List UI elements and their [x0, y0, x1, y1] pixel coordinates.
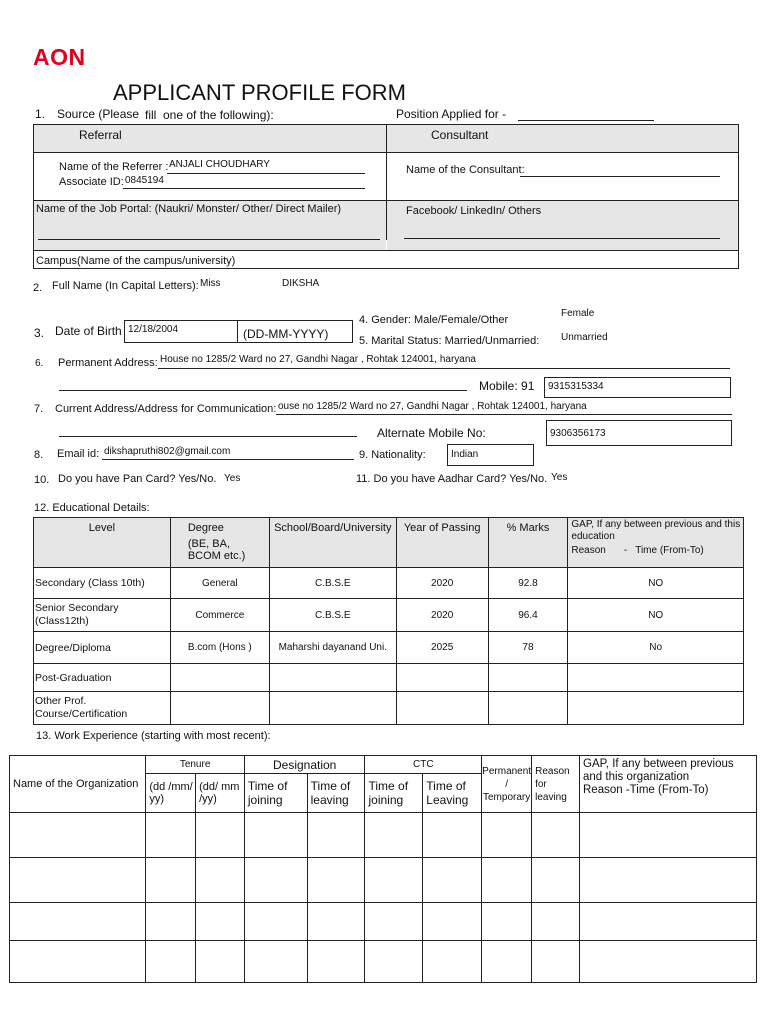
level-cell: Other Prof. Course/Certification: [34, 692, 171, 725]
job-portal-line[interactable]: [38, 239, 380, 240]
year-header: Year of Passing: [396, 518, 488, 568]
cell[interactable]: [146, 858, 196, 903]
cell[interactable]: [10, 941, 146, 983]
source-label-c: one of the following):: [163, 108, 274, 122]
job-portal-label: Name of the Job Portal: (Naukri/ Monster/ Other/ Direct Mailer): [36, 203, 342, 215]
cell[interactable]: [580, 813, 757, 858]
cell[interactable]: [423, 858, 482, 903]
current-address-number: 7.: [34, 403, 44, 415]
source-label-a: Source (Please: [57, 107, 140, 121]
cell[interactable]: [196, 858, 245, 903]
marks-cell[interactable]: 78: [488, 632, 568, 664]
cell[interactable]: [482, 941, 532, 983]
cell[interactable]: [10, 903, 146, 941]
cell[interactable]: [580, 903, 757, 941]
cell[interactable]: [307, 903, 365, 941]
cell[interactable]: [482, 858, 532, 903]
cell[interactable]: [423, 903, 482, 941]
cell[interactable]: [146, 941, 196, 983]
cell[interactable]: [365, 813, 423, 858]
mobile-label: Mobile: 91: [479, 379, 535, 393]
gap-cell[interactable]: [568, 692, 744, 725]
cell[interactable]: [307, 858, 365, 903]
table-row: [34, 692, 744, 725]
position-label: Position Applied for -: [396, 107, 507, 121]
full-name-number: 2.: [33, 282, 43, 294]
education-table: [33, 517, 744, 725]
gap-cell[interactable]: NO: [568, 599, 744, 632]
cell[interactable]: [10, 858, 146, 903]
cell[interactable]: [365, 941, 423, 983]
email-value: dikshapruthi802@gmail.com: [104, 446, 231, 457]
reason-header: Reason for leaving: [532, 756, 580, 813]
school-cell[interactable]: C.B.S.E: [269, 599, 396, 632]
desig-leave-header: Time of leaving: [307, 774, 365, 813]
education-heading: 12. Educational Details:: [34, 502, 150, 514]
full-name-label: Full Name (In Capital Letters):: [52, 280, 199, 292]
alt-mobile-input[interactable]: 9306356173: [546, 420, 732, 446]
degree-cell[interactable]: Commerce: [170, 599, 269, 632]
work-gap-header: [580, 756, 757, 813]
social-line[interactable]: [404, 238, 720, 239]
work-gap-reason: Reason -Time (From-To): [583, 784, 709, 796]
cell[interactable]: [244, 858, 307, 903]
gap-cell[interactable]: No: [568, 632, 744, 664]
perm-header: Permanent / Temporary: [482, 756, 532, 813]
cell[interactable]: [146, 813, 196, 858]
source-number: 1.: [35, 107, 46, 121]
gap-header-text: GAP, If any between previous and this education: [571, 519, 741, 542]
school-header: School/Board/University: [269, 518, 396, 568]
degree-cell[interactable]: General: [170, 568, 269, 599]
school-cell[interactable]: Maharshi dayanand Uni.: [269, 632, 396, 664]
degree-header-label: Degree: [187, 522, 224, 534]
marks-cell[interactable]: 92.8: [488, 568, 568, 599]
tenure-from-header: (dd /mm/ yy): [146, 774, 196, 813]
ctc-header: CTC: [365, 756, 482, 774]
cell[interactable]: [482, 903, 532, 941]
table-row: [10, 941, 757, 983]
position-input-line[interactable]: [518, 120, 654, 121]
permanent-address-label: Permanent Address:: [58, 357, 158, 369]
degree-cell[interactable]: [170, 664, 269, 692]
school-cell[interactable]: [269, 664, 396, 692]
cell[interactable]: [10, 813, 146, 858]
full-name-title: Miss: [200, 278, 221, 289]
gap-header-time: Time (From-To): [635, 545, 704, 556]
dob-format: (DD-MM-YYYY): [243, 327, 329, 341]
table-row: [34, 599, 744, 632]
marks-cell[interactable]: 96.4: [488, 599, 568, 632]
full-name-value: DIKSHA: [282, 278, 320, 289]
permanent-address-line[interactable]: [158, 368, 730, 369]
cell[interactable]: [532, 858, 580, 903]
degree-header: [170, 518, 269, 568]
work-gap-text: GAP, If any between previous and this organization: [583, 758, 734, 783]
cell[interactable]: [423, 813, 482, 858]
year-cell[interactable]: [396, 692, 488, 725]
gender-label: 4. Gender: Male/Female/Other: [359, 314, 509, 326]
gender-value: Female: [561, 308, 595, 319]
associate-id-value: 0845194: [125, 175, 164, 186]
year-cell[interactable]: 2025: [396, 632, 488, 664]
cell[interactable]: [532, 941, 580, 983]
consultant-name-label: Name of the Consultant:: [406, 164, 525, 176]
referrer-name-label: Name of the Referrer :: [59, 161, 169, 173]
desig-join-header: Time of joining: [244, 774, 307, 813]
cell[interactable]: [196, 903, 245, 941]
form-title: APPLICANT PROFILE FORM: [113, 80, 406, 105]
dob-number: 3.: [34, 326, 45, 340]
permanent-address-number: 6.: [35, 358, 44, 369]
cell[interactable]: [365, 903, 423, 941]
dob-label: Date of Birth: [55, 324, 122, 338]
level-cell: Degree/Diploma: [34, 632, 171, 664]
pan-label: Do you have Pan Card? Yes/No.: [58, 473, 217, 485]
designation-header: Designation: [244, 756, 365, 774]
divider: [33, 250, 739, 251]
cell[interactable]: [580, 941, 757, 983]
gap-header-dash: -: [623, 545, 628, 556]
current-address-line-2[interactable]: [59, 436, 357, 437]
level-header: Level: [34, 518, 171, 568]
referral-header: Referral: [79, 128, 122, 142]
campus-label: Campus(Name of the campus/university): [36, 255, 236, 267]
degree-header-sub: (BE, BA, BCOM etc.): [187, 538, 246, 562]
cell[interactable]: [532, 903, 580, 941]
cell[interactable]: [423, 941, 482, 983]
cell[interactable]: [196, 941, 245, 983]
marks-cell[interactable]: [488, 664, 568, 692]
current-address-value: ouse no 1285/2 Ward no 27, Gandhi Nagar , Rohtak 124001, haryana: [278, 401, 587, 412]
referrer-name-line[interactable]: [167, 173, 365, 174]
email-line[interactable]: [102, 459, 354, 460]
email-label: Email id:: [57, 448, 100, 460]
cell[interactable]: [244, 941, 307, 983]
school-cell[interactable]: [269, 692, 396, 725]
mobile-input[interactable]: 9315315334: [544, 377, 731, 398]
consultant-name-line[interactable]: [520, 176, 720, 177]
cell[interactable]: [307, 813, 365, 858]
marks-header: % Marks: [488, 518, 568, 568]
ctc-join-header: Time of joining: [365, 774, 423, 813]
marks-cell[interactable]: [488, 692, 568, 725]
tenure-to-header: (dd/ mm /yy): [196, 774, 245, 813]
level-cell: Secondary (Class 10th): [34, 568, 171, 599]
level-cell: Senior Secondary (Class12th): [34, 599, 171, 632]
cell[interactable]: [482, 813, 532, 858]
aon-logo: AON: [33, 44, 86, 70]
source-label-b: fill: [145, 108, 157, 122]
pan-number: 10.: [34, 474, 50, 486]
associate-id-label: Associate ID:: [59, 176, 124, 188]
social-label: Facebook/ LinkedIn/ Others: [406, 205, 542, 217]
table-row: [34, 568, 744, 599]
table-row: [10, 813, 757, 858]
cell[interactable]: [307, 941, 365, 983]
gap-header-reason: Reason: [571, 545, 606, 556]
gap-cell[interactable]: NO: [568, 568, 744, 599]
dob-input[interactable]: 12/18/2004: [124, 320, 238, 343]
aadhar-label: 11. Do you have Aadhar Card? Yes/No.: [356, 473, 548, 485]
table-row: [10, 903, 757, 941]
referrer-name-value: ANJALI CHOUDHARY: [169, 159, 270, 170]
tenure-header: Tenure: [146, 756, 245, 774]
cell[interactable]: [244, 813, 307, 858]
cell[interactable]: [146, 903, 196, 941]
gap-header: [568, 518, 744, 568]
work-heading: 13. Work Experience (starting with most recent):: [36, 730, 271, 742]
cell[interactable]: [365, 858, 423, 903]
current-address-line[interactable]: [276, 414, 732, 415]
marital-value: Unmarried: [561, 332, 608, 343]
associate-id-line[interactable]: [123, 188, 365, 189]
school-cell[interactable]: C.B.S.E: [269, 568, 396, 599]
degree-cell[interactable]: [170, 692, 269, 725]
gap-cell[interactable]: [568, 664, 744, 692]
table-row: [34, 664, 744, 692]
org-header: Name of the Organization: [10, 756, 146, 813]
year-cell[interactable]: 2020: [396, 568, 488, 599]
ctc-leave-header: Time of Leaving: [423, 774, 482, 813]
cell[interactable]: [196, 813, 245, 858]
permanent-address-line-2[interactable]: [59, 390, 467, 391]
cell[interactable]: [532, 813, 580, 858]
marital-label: 5. Marital Status: Married/Unmarried:: [359, 335, 540, 347]
divider: [33, 152, 739, 153]
degree-cell[interactable]: B.com (Hons ): [170, 632, 269, 664]
year-cell[interactable]: 2020: [396, 599, 488, 632]
nationality-input[interactable]: Indian: [447, 444, 534, 466]
work-table: [9, 755, 757, 983]
current-address-label: Current Address/Address for Communication:: [55, 403, 277, 415]
aadhar-value: Yes: [551, 472, 568, 483]
alt-mobile-label: Alternate Mobile No:: [377, 426, 486, 440]
permanent-address-value: House no 1285/2 Ward no 27, Gandhi Nagar , Rohtak 124001, haryana: [160, 354, 476, 365]
consultant-header: Consultant: [431, 128, 489, 142]
pan-value: Yes: [224, 473, 241, 484]
cell[interactable]: [244, 903, 307, 941]
email-number: 8.: [34, 449, 44, 461]
table-row: [34, 632, 744, 664]
table-row: [10, 858, 757, 903]
nationality-label: 9. Nationality:: [359, 449, 426, 461]
level-cell: Post-Graduation: [34, 664, 171, 692]
gap-header-reason-row: [571, 545, 743, 556]
year-cell[interactable]: [396, 664, 488, 692]
cell[interactable]: [580, 858, 757, 903]
